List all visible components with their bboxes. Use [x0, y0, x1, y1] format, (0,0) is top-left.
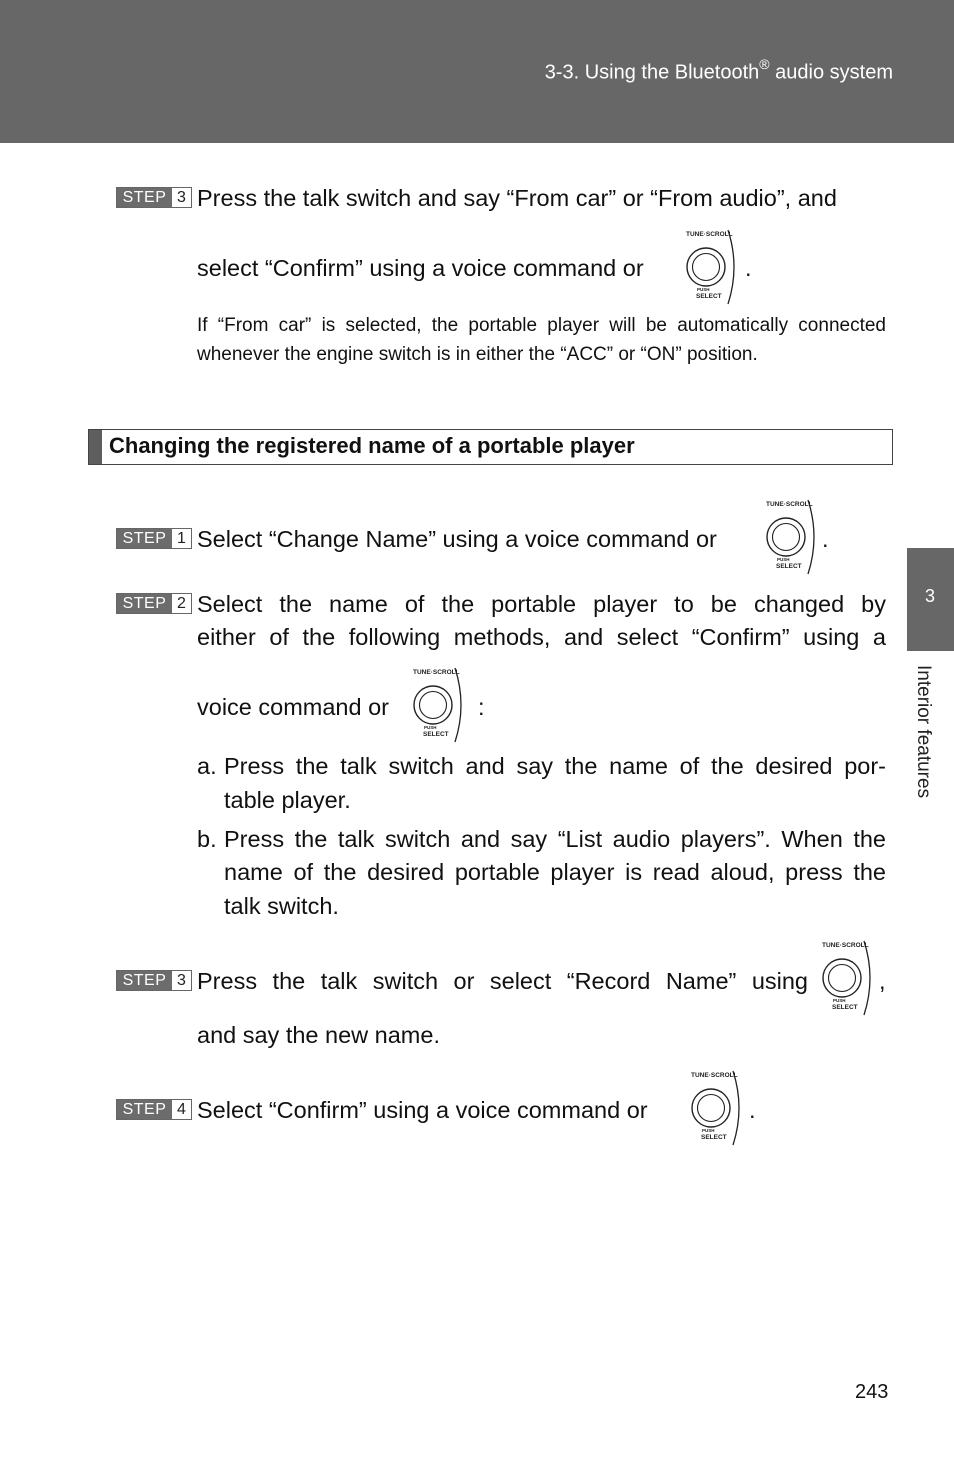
- step-badge: STEP 4: [116, 1099, 192, 1120]
- list-item-text: name of the desired portable player is read aloud, press the: [224, 859, 886, 885]
- step-text: Select “Confirm” using a voice command or: [197, 1097, 648, 1123]
- knob-side-arc: [864, 941, 870, 1015]
- step-text: and say the new name.: [197, 1022, 440, 1048]
- step-badge: STEP 1: [116, 528, 192, 549]
- knob-select-label: SELECT: [423, 731, 449, 738]
- knob-inner-ring: [698, 1095, 725, 1122]
- tune-scroll-knob-icon: [820, 938, 880, 1018]
- list-marker: b.: [197, 826, 217, 852]
- list-item-text: table player.: [224, 787, 351, 813]
- knob-push-label: PUSH: [697, 287, 710, 292]
- page-header: [0, 0, 954, 143]
- list-item-text: Press the talk switch and say the name of the desired por-: [224, 753, 886, 779]
- knob-select-label: SELECT: [832, 1004, 858, 1011]
- tune-scroll-knob-icon: [764, 497, 824, 577]
- step-text: voice command or: [197, 694, 389, 720]
- knob-select-label: SELECT: [776, 563, 802, 570]
- chapter-tab: [907, 548, 954, 651]
- chapter-label: Interior features: [913, 665, 934, 799]
- knob-select-label: SELECT: [696, 293, 722, 300]
- knob-top-label: TUNE·SCROLL: [686, 231, 733, 238]
- knob-select-label: SELECT: [701, 1134, 727, 1141]
- step-text: .: [745, 255, 752, 281]
- step-text: Press the talk switch and say “From car” or “From audio”, and: [197, 185, 837, 211]
- knob-top-label: TUNE·SCROLL: [413, 669, 460, 676]
- step-text: Press the talk switch or select “Record Name” using: [197, 968, 808, 994]
- knob-push-label: PUSH: [833, 998, 846, 1003]
- knob-push-label: PUSH: [424, 725, 437, 730]
- step-text: ,: [879, 968, 886, 994]
- page-number: 243: [855, 1381, 889, 1403]
- list-marker: a.: [197, 753, 217, 779]
- knob-top-label: TUNE·SCROLL: [822, 942, 869, 949]
- chapter-number: 3: [925, 586, 936, 606]
- step-text: select “Confirm” using a voice command or: [197, 255, 644, 281]
- tune-scroll-knob-icon: [689, 1068, 749, 1148]
- knob-inner-ring: [420, 692, 447, 719]
- header-title: 3-3. Using the Bluetooth® audio system: [544, 56, 893, 84]
- knob-inner-ring: [693, 254, 720, 281]
- section-title: Changing the registered name of a portable player: [109, 433, 635, 458]
- section-accent: [89, 430, 102, 464]
- step-text: Select “Change Name” using a voice command or: [197, 526, 717, 552]
- knob-side-arc: [728, 230, 734, 304]
- step-text: .: [822, 526, 829, 552]
- knob-inner-ring: [773, 524, 800, 551]
- list-item-text: Press the talk switch and say “List audio players”. When the: [224, 826, 886, 852]
- step-badge: STEP 3: [116, 187, 192, 208]
- knob-side-arc: [455, 668, 461, 742]
- knob-top-label: TUNE·SCROLL: [691, 1072, 738, 1079]
- step-text: either of the following methods, and select “Confirm” using a: [197, 624, 886, 650]
- tune-scroll-knob-icon: [411, 665, 471, 745]
- knob-top-label: TUNE·SCROLL: [766, 501, 813, 508]
- step-badge: STEP 2: [116, 593, 192, 614]
- list-item-text: talk switch.: [224, 893, 339, 919]
- step-text: .: [749, 1097, 756, 1123]
- knob-side-arc: [808, 500, 814, 574]
- knob-inner-ring: [829, 965, 856, 992]
- step-badge: STEP 3: [116, 970, 192, 991]
- note-text: If “From car” is selected, the portable player will be automatically connected whenever the engine switch is in either the “ACC” or “ON” position.: [197, 315, 886, 365]
- step-text: Select the name of the portable player to be changed by: [197, 591, 886, 617]
- knob-push-label: PUSH: [702, 1128, 715, 1133]
- step-text: :: [478, 694, 485, 720]
- section-header: [88, 429, 893, 465]
- knob-push-label: PUSH: [777, 557, 790, 562]
- tune-scroll-knob-icon: [684, 227, 744, 307]
- knob-side-arc: [733, 1071, 739, 1145]
